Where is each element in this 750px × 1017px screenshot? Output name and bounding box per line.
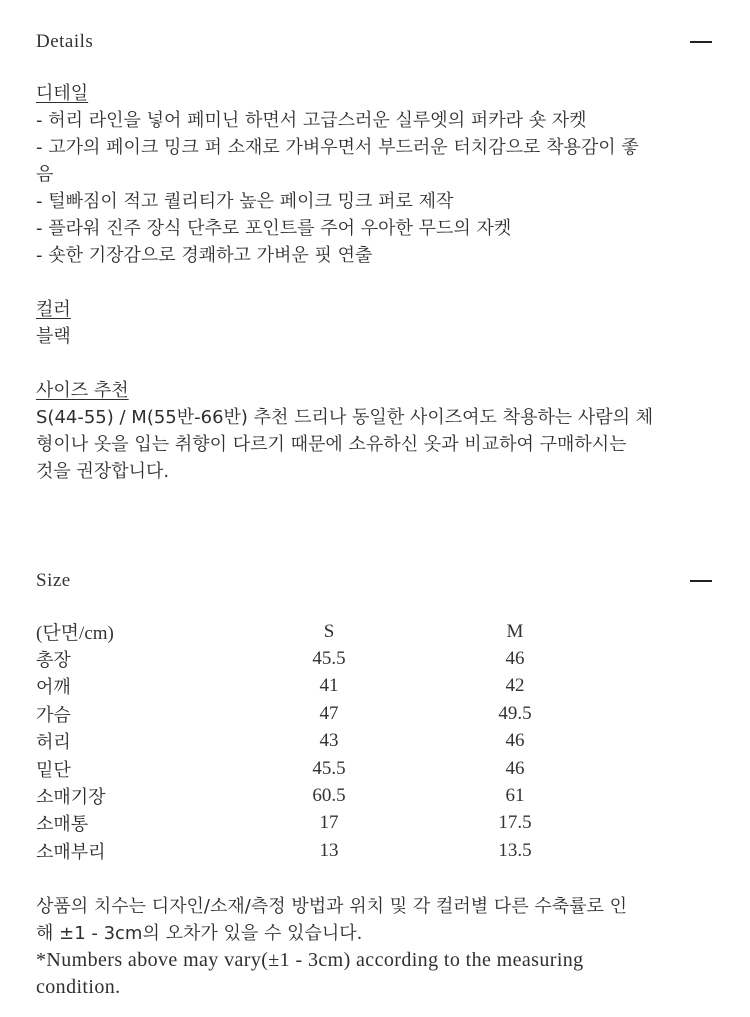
measurement-label: 밑단 [36, 759, 71, 781]
size-collapse-minus-icon[interactable] [690, 580, 712, 582]
color-heading: 컬러 [36, 299, 71, 320]
size-s-value: 47 [319, 702, 339, 724]
size-s-value: 17 [319, 812, 339, 834]
size-recommendation-heading: 사이즈 추천 [36, 380, 129, 401]
details-body [36, 80, 721, 485]
size-recommendation-line: S(44-55) / M(55반-66반) 추천 드리나 동일한 사이즈여도 착용하는 사람의 체 [36, 407, 654, 428]
size-s-value: 60.5 [312, 785, 346, 807]
size-note-line: 상품의 치수는 디자인/소재/측정 방법과 위치 및 각 컬러별 다른 수축률로 인 [36, 896, 627, 917]
size-table-header-s: S [323, 620, 335, 642]
table-row [36, 645, 686, 672]
size-table [36, 618, 686, 865]
size-recommendation-line: 것을 권장합니다. [36, 461, 170, 482]
measurement-label: 소매통 [36, 814, 89, 836]
size-s-value: 45.5 [312, 648, 346, 670]
size-m-value: 49.5 [498, 702, 532, 724]
detail-heading: 디테일 [36, 83, 89, 104]
size-s-value: 43 [319, 730, 339, 752]
measurement-label: 총장 [36, 650, 71, 672]
size-note-english-line: condition. [36, 976, 121, 998]
detail-line: 음 [36, 164, 54, 185]
size-s-value: 45.5 [312, 757, 346, 779]
detail-line: - 털빠짐이 적고 퀄리티가 높은 페이크 밍크 퍼로 제작 [36, 191, 454, 212]
size-m-value: 61 [505, 785, 525, 807]
size-note-english-line: *Numbers above may vary(±1 - 3cm) according to the measuring [36, 949, 584, 971]
size-m-value: 17.5 [498, 812, 532, 834]
size-m-value: 42 [505, 675, 525, 697]
size-m-value: 46 [505, 730, 525, 752]
table-row [36, 755, 686, 782]
table-row [36, 700, 686, 727]
size-table-unit-label: (단면/cm) [36, 623, 114, 645]
detail-line: - 고가의 페이크 밍크 퍼 소재로 가벼우면서 부드러운 터치감으로 착용감이 좋 [36, 137, 639, 158]
measurement-label: 어깨 [36, 677, 71, 699]
details-collapse-minus-icon[interactable] [690, 41, 712, 43]
size-notes [36, 893, 726, 1001]
size-recommendation-line: 형이나 옷을 입는 취향이 다르기 때문에 소유하신 옷과 비교하여 구매하시는 [36, 434, 627, 455]
measurement-label: 소매기장 [36, 787, 106, 809]
table-row [36, 673, 686, 700]
details-title: Details [36, 31, 94, 52]
size-title: Size [36, 570, 71, 591]
size-s-value: 13 [319, 839, 339, 861]
table-row [36, 810, 686, 837]
table-row [36, 728, 686, 755]
size-m-value: 46 [505, 648, 525, 670]
measurement-label: 소매부리 [36, 841, 106, 863]
size-table-header-m: M [506, 620, 524, 642]
size-m-value: 13.5 [498, 839, 532, 861]
table-row [36, 837, 686, 864]
detail-line: - 허리 라인을 넣어 페미닌 하면서 고급스러운 실루엣의 퍼카라 숏 자켓 [36, 110, 587, 131]
size-section-header[interactable] [36, 566, 714, 596]
size-s-value: 41 [319, 675, 339, 697]
details-section-header[interactable] [36, 27, 714, 57]
size-table-header-row [36, 618, 686, 645]
measurement-label: 허리 [36, 732, 71, 754]
detail-line: - 숏한 기장감으로 경쾌하고 가벼운 핏 연출 [36, 245, 373, 266]
detail-line: - 플라워 진주 장식 단추로 포인트를 주어 우아한 무드의 자켓 [36, 218, 512, 239]
table-row [36, 782, 686, 809]
size-m-value: 46 [505, 757, 525, 779]
color-value: 블랙 [36, 326, 71, 347]
measurement-label: 가슴 [36, 704, 71, 726]
size-note-line: 해 ±1 - 3cm의 오차가 있을 수 있습니다. [36, 923, 363, 944]
